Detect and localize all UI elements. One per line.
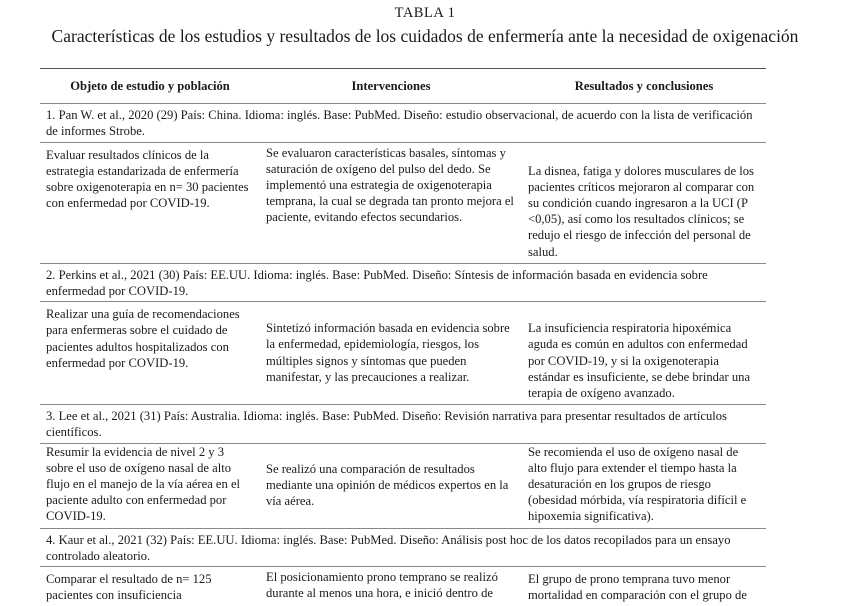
header-results: Resultados y conclusiones [522, 69, 766, 104]
study-2-header: 2. Perkins et al., 2021 (30) País: EE.UU. Idioma: inglés. Base: PubMed. Diseño: Síntesis de información basada en evidencia sobre enfermedad por COVID-19. [40, 263, 766, 301]
study-1-results: La disnea, fatiga y dolores musculares de los pacientes críticos mejoraron al comparar con su condición cuando ingresaron a la UCI (P <0,05), así como los resultados clínicos; se redujo el riesgo de infección del personal de salud. [528, 163, 755, 259]
study-4-results: El grupo de prono temprana tuvo menor mortalidad en comparación con el grupo de [528, 572, 747, 603]
study-2-interventions: Sintetizó información basada en evidencia sobre la enfermedad, epidemiología, riesgos, los múltiples signos y síntomas que pueden manifestar, y las precauciones a realizar. [266, 321, 510, 384]
study-4-interventions: El posicionamiento prono temprano se realizó durante al menos una hora, e inició dentro de [266, 570, 498, 601]
study-detail-row [40, 302, 766, 405]
study-detail-row [40, 443, 766, 528]
header-interventions: Intervenciones [260, 69, 522, 104]
study-1-objective: Evaluar resultados clínicos de la estrategia estandarizada de enfermería sobre oxigenoterapia en n= 30 pacientes con enfermedad por COVID-19. [46, 147, 249, 211]
study-2-results: La insuficiencia respiratoria hipoxémica aguda es común en adultos con enfermedad por COVID-19, y si la oxigenoterapia estándar es insuficiente, se debe brindar una terapia de oxígeno avanzado. [528, 321, 751, 401]
table-label: TABLA 1 [394, 5, 456, 21]
study-3-interventions: Se realizó una comparación de resultados mediante una opinión de médicos expertos en la vía aérea. [266, 461, 509, 509]
study-detail-row [40, 567, 766, 606]
header-objective: Objeto de estudio y población [40, 69, 260, 104]
study-4-header: 4. Kaur et al., 2021 (32) País: EE.UU. Idioma: inglés. Base: PubMed. Diseño: Análisis post hoc de los datos recopilados para un ensayo controlado aleatorio. [40, 528, 766, 566]
table-header-row [40, 69, 766, 104]
study-header-row [40, 263, 766, 301]
study-1-interventions: Se evaluaron características basales, síntomas y saturación de oxígeno del pulso del dedo. Se implementó una estrategia de oxigenoterapia temprana, la cual se degrada tan pronto mejora el paciente, evitando efectos secundarios. [266, 145, 514, 225]
studies-table [40, 68, 766, 606]
study-header-row [40, 104, 766, 142]
study-3-objective: Resumir la evidencia de nivel 2 y 3 sobre el uso de oxígeno nasal de alto flujo en el manejo de la vía aérea en el paciente adulto con enfermedad por COVID-19. [46, 444, 241, 524]
study-2-objective: Realizar una guía de recomendaciones para enfermeras sobre el cuidado de pacientes adultos hospitalizados con enfermedad por COVID-19. [46, 307, 240, 370]
study-1-header: 1. Pan W. et al., 2020 (29) País: China. Idioma: inglés. Base: PubMed. Diseño: estudio observacional, de acuerdo con la lista de verificación de informes Strobe. [40, 104, 766, 142]
study-3-results: Se recomienda el uso de oxígeno nasal de alto flujo para extender el tiempo hasta la desaturación en los grupos de riesgo (obesidad mórbida, vía respiratoria difícil e hipoxemia significativa). [528, 444, 747, 524]
study-detail-row [40, 142, 766, 263]
study-4-objective: Comparar el resultado de n= 125 pacientes con insuficiencia [46, 572, 212, 603]
study-header-row [40, 528, 766, 566]
study-3-header: 3. Lee et al., 2021 (31) País: Australia. Idioma: inglés. Base: PubMed. Diseño: Revisión narrativa para presentar resultados de artículos científicos. [40, 405, 766, 443]
table-title: Características de los estudios y resultados de los cuidados de enfermería ante la necesidad de oxigenación [51, 26, 799, 46]
study-header-row [40, 405, 766, 443]
